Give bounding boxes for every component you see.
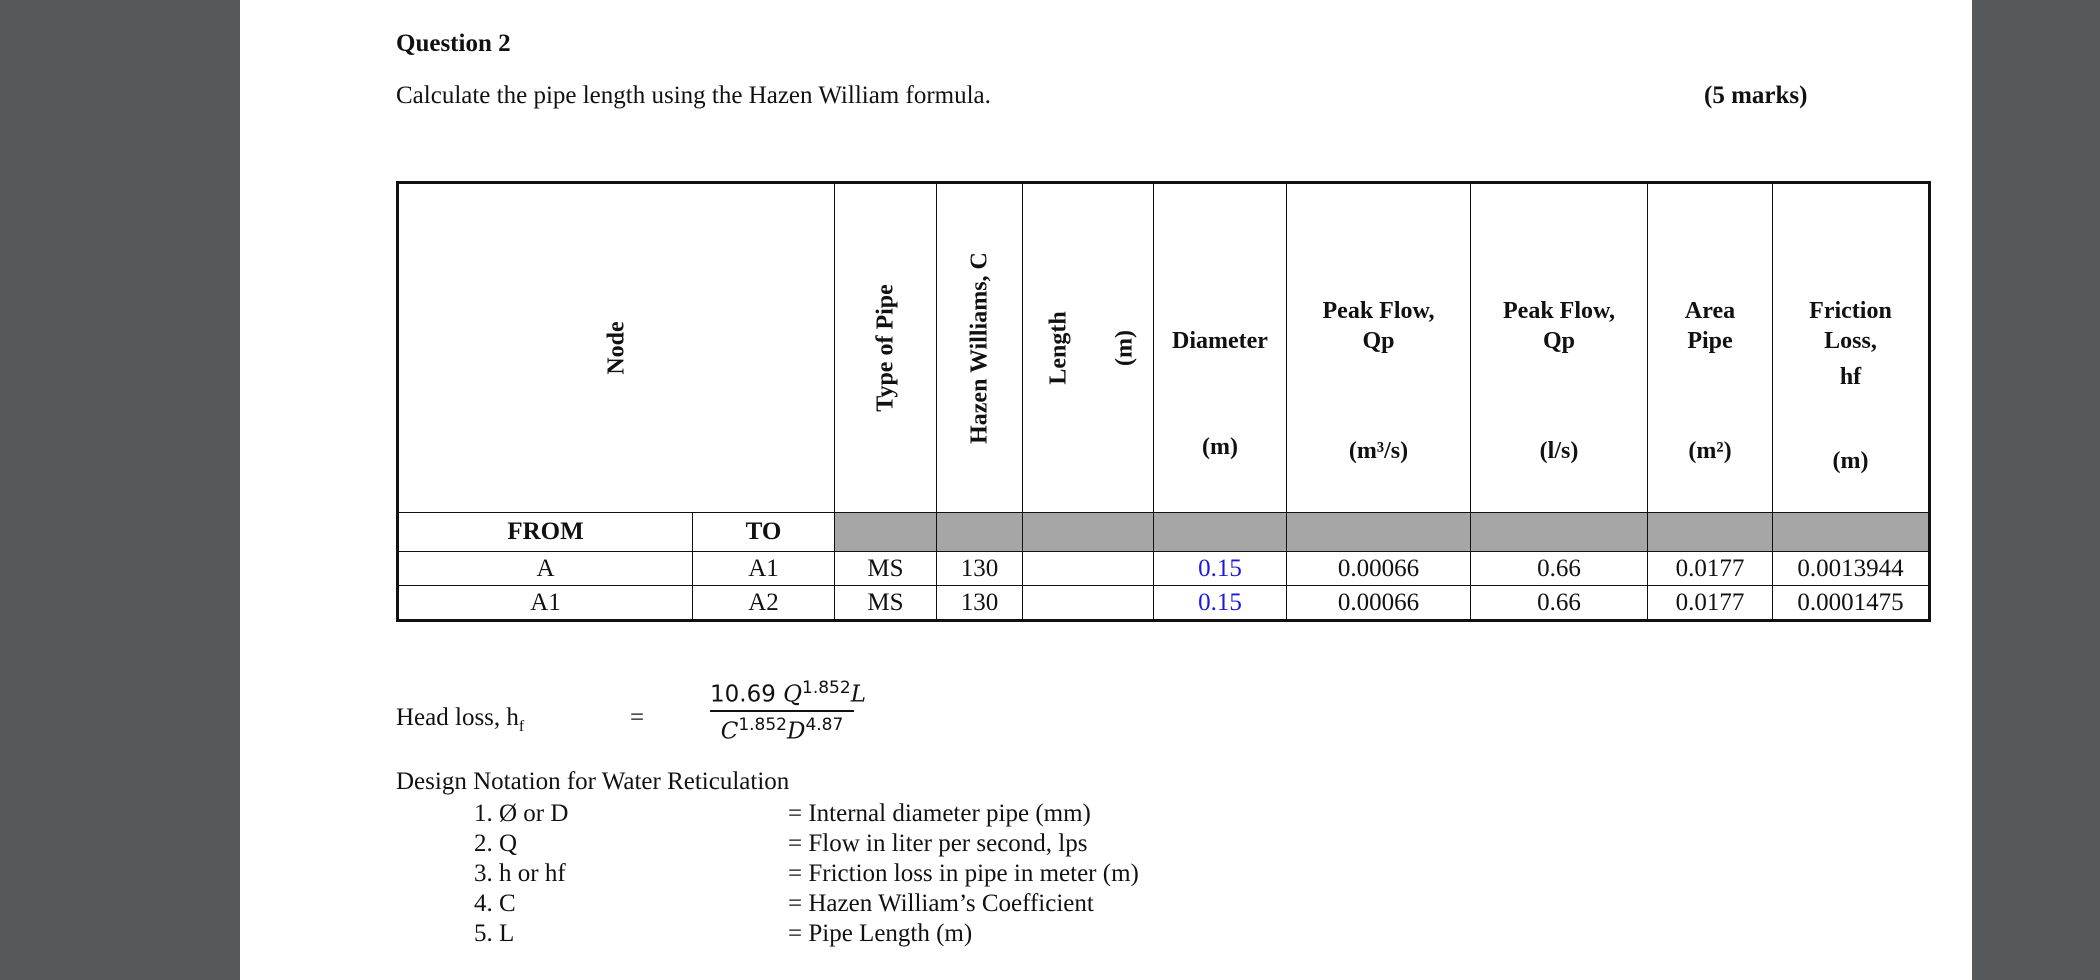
head-loss-label: Head loss, $h_f$	[396, 704, 525, 735]
question-title: Question 2	[396, 30, 511, 57]
pipe-table	[396, 181, 1931, 622]
question-marks: (5 marks)	[1704, 82, 1808, 109]
header-type-of-pipe: Type of Pipe	[835, 183, 937, 513]
header-diameter: Diameter (m)	[1154, 183, 1287, 513]
question-text: Calculate the pipe length using the Hazen William formula.	[396, 82, 991, 109]
header-area-pipe: Area Pipe (m²)	[1648, 183, 1773, 513]
header-peak-flow-m3: Peak Flow, Qp (m³/s)	[1287, 183, 1471, 513]
document-page: Question 2 Calculate the pipe length using the Hazen William formula. (5 marks) Node Type of Pipe Hazen Williams, C Length (m) Diameter (m) Peak Flow, Qp (m³/s) Peak Flow, Qp (l/s) Area Pipe (m²) Friction Loss, hf (m) FROM TO A A1 MS 130 0.15 0.00066 0.66 0.0177 0.0013944 A1 A2 MS 130 0.15 0.00066 0.66 0.0177 0.0001475 Head loss, $h_f$ = $\frac{10.69 Q^{1.852}L}{C^{1.852}D^{4.87}}$ Design Notation for Water Reticulation 1. Ø or D = Internal diameter pipe (mm) 2. Q = Flow in liter per second, lps 3. h or hf = Friction loss in pipe in meter (m) 4. C = Hazen William’s Coefficient 5. L = Pipe Length (m)	[240, 0, 1972, 980]
header-node: Node	[398, 183, 835, 513]
header-friction-loss: Friction Loss, hf (m)	[1773, 183, 1930, 513]
header-peak-flow-ls: Peak Flow, Qp (l/s)	[1471, 183, 1648, 513]
hazen-williams-formula: $\frac{10.69 Q^{1.852}L}{C^{1.852}D^{4.87}}$	[710, 678, 866, 745]
length-cell[interactable]	[1023, 552, 1154, 586]
to-header: TO	[693, 513, 835, 552]
header-length: Length (m)	[1023, 183, 1154, 513]
length-cell[interactable]	[1023, 586, 1154, 621]
equals-sign: =	[630, 704, 645, 731]
table-row: A A1 MS 130 0.15 0.00066 0.66 0.0177 0.0013944	[398, 552, 1930, 586]
header-hazen-williams: Hazen Williams, C	[937, 183, 1023, 513]
from-header: FROM	[398, 513, 693, 552]
notation-title: Design Notation for Water Reticulation	[396, 768, 790, 795]
table-row: A1 A2 MS 130 0.15 0.00066 0.66 0.0177 0.0001475	[398, 586, 1930, 621]
